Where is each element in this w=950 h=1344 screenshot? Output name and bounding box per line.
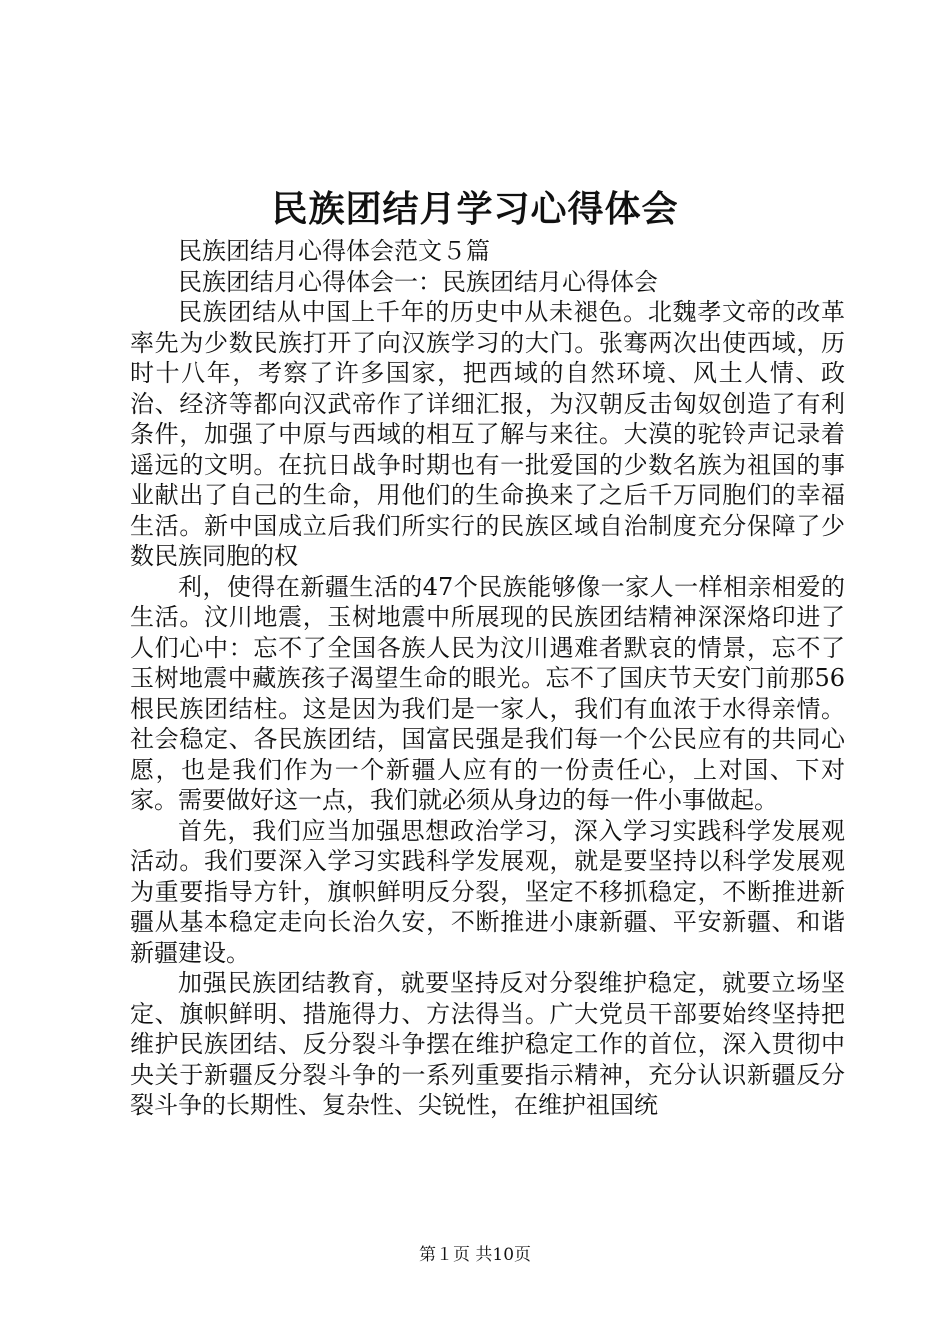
body-paragraph: 加强民族团结教育，就要坚持反对分裂维护稳定，就要立场坚定、旗帜鲜明、措施得力、方法得当。广大党员干部要始终坚持把维护民族团结、反分裂斗争摆在维护稳定工作的首位，深入贯彻中央关于新疆反分裂斗争的一系列重要指示精神，充分认识新疆反分裂斗争的长期性、复杂性、尖锐性，在维护祖国统 xyxy=(130,969,845,1119)
page-footer: 第１页 共10页 xyxy=(418,1245,532,1265)
body-paragraph: 民族团结从中国上千年的历史中从未褪色。北魏孝文帝的改革率先为少数民族打开了向汉族学习的大门。张骞两次出使西域，历时十八年，考察了许多国家，把西域的自然环境、风土人情、政治、经济等都向汉武帝作了详细汇报，为汉朝反击匈奴创造了有利条件，加强了中原与西域的相互了解与来往。大漠的驼铃声记录着遥远的文明。在抗日战争时期也有一批爱国的少数名族为祖国的事业献出了自己的生命，用他们的生命换来了之后千万同胞们的幸福生活。新中国成立后我们所实行的民族区域自治制度充分保障了少数民族同胞的权 xyxy=(130,298,845,570)
section-heading-paragraph: 民族团结月心得体会一：民族团结月心得体会 xyxy=(178,267,658,296)
body-paragraph: 利，使得在新疆生活的47个民族能够像一家人一样相亲相爱的生活。汶川地震，玉树地震中所展现的民族团结精神深深烙印进了人们心中：忘不了全国各族人民为汶川遇难者默哀的情景，忘不了玉树地震中藏族孩子渴望生命的眼光。忘不了国庆节天安门前那56根民族团结柱。这是因为我们是一家人，我们有血浓于水得亲情。社会稳定、各民族团结，国富民强是我们每一个公民应有的共同心愿，也是我们作为一个新疆人应有的一份责任心，上对国、下对家。需要做好这一点，我们就必须从身边的每一件小事做起。 xyxy=(130,572,845,814)
document-title: 民族团结月学习心得体会 xyxy=(271,188,679,230)
document-body xyxy=(130,236,845,1121)
subtitle-paragraph: 民族团结月心得体会范文５篇 xyxy=(178,237,490,265)
body-paragraph: 首先，我们应当加强思想政治学习，深入学习实践科学发展观活动。我们要深入学习实践科学发展观，就是要坚持以科学发展观为重要指导方针，旗帜鲜明反分裂，坚定不移抓稳定，不断推进新疆从基本稳定走向长治久安，不断推进小康新疆、平安新疆、和谐新疆建设。 xyxy=(130,816,845,967)
